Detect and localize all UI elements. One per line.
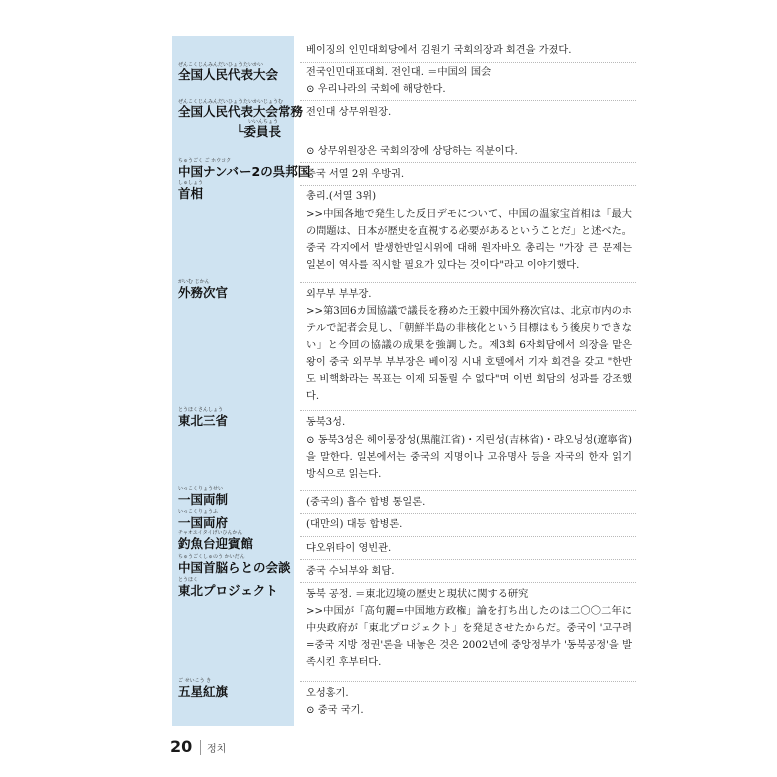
standing-note: ⊙ 상무위원장은 국회의장에 상당하는 직분이다.: [306, 146, 518, 157]
one-country-gov-definition: (대만의) 대등 합병론.: [306, 519, 403, 530]
flag-definition: 오성홍기.: [306, 688, 349, 699]
intro-line: 베이징의 인민대회당에서 김원기 국회의장과 회견을 가졌다.: [306, 45, 572, 56]
term-ruby: しゅしょう: [178, 180, 204, 186]
term-npc: 全国人民代表大会: [178, 67, 279, 82]
divider: [300, 100, 636, 101]
divider: [300, 582, 636, 583]
term-northeast-3: 東北三省: [178, 413, 229, 428]
term-ruby: ご せいこう き: [178, 678, 212, 684]
vice-fm-example: >>第3回6カ国協議で議長を務めた王毅中国外務次官は、北京市内のホテルで記者会見し、「朝鮮半島の非核化という目標はもう後戻りできない」と今回の協議の成果を強調した。제3회 6자회담에서 의장을 맡은 왕이 중국 외무부 부부장은 베이징 시내 호텔에서 기자 회견을 갖고 "한반도 비핵화라는 목표는 이제 되돌릴 수 없다"며 이번 회담의 성과를 강조했다.: [306, 306, 632, 402]
term-ruby: とうほく: [178, 577, 199, 583]
ne3-definition: 동북3성.: [306, 417, 346, 428]
vice-fm-definition: 외무부 부부장.: [306, 289, 372, 300]
npc-definition: 전국인민대표대회. 전인대. ＝中国의 国会: [306, 67, 492, 78]
divider: [300, 410, 636, 411]
term-one-country: 一国両制: [178, 492, 229, 507]
page-number: 20: [170, 737, 193, 756]
term-diaoyutai: 釣魚台迎賓館: [178, 536, 254, 551]
divider: [300, 490, 636, 491]
premier-example: >>中国各地で発生した反日デモについて、中国の温家宝首相は「最大の問題は、日本が歴史を直視する必要があるということだ」と述べた。중국 각지에서 발생한반일시위에 대해 원자바오 총리는 "가장 큰 문제는 일본이 역사를 직시할 필요가 있다는 것이다"라고 이야기했다.: [306, 209, 632, 271]
term-one-country-gov: 一国両府: [178, 515, 229, 530]
ne-project-example: >>中国が「高句麗=中国地方政権」論を打ち出したのは二〇〇二年に中央政府が「東北プロジェクト」を発足させたからだ。중국이 '고구려=중국 지방 정권'론을 내놓은 것은 2002년에 중앙정부가 '동북공정'을 발족시킨 후부터다.: [306, 606, 632, 668]
divider: [300, 162, 636, 163]
term-ruby: チャオユイタイげいひんかん: [178, 530, 243, 536]
premier-definition: 총리.(서열 3위): [306, 191, 377, 202]
term-ruby: いいんちょう: [248, 119, 279, 125]
divider: [300, 185, 636, 186]
term-ruby: ぜんこくじんみんだいひょうたいかいじょうむ: [178, 99, 284, 105]
term-chairman: └委員長: [236, 124, 282, 139]
section-label: 정치: [200, 740, 226, 755]
divider: [300, 536, 636, 537]
divider: [300, 282, 636, 283]
divider: [300, 681, 636, 682]
term-ruby: とうほくさんしょう: [178, 407, 224, 413]
term-vice-fm: 外務次官: [178, 285, 229, 300]
term-wu-bangguo: 中国ナンバー2の呉邦国: [178, 164, 311, 179]
term-npc-standing: 全国人民代表大会常務: [178, 104, 304, 119]
term-ruby: ぜんこくじんみんだいひょうたいかい: [178, 62, 264, 68]
term-ruby: いっこくりょうせい: [178, 486, 224, 492]
divider: [300, 62, 636, 63]
term-ruby: いっこくりょうふ: [178, 509, 219, 515]
term-ruby: ちゅうごくしゅのう かいだん: [178, 554, 245, 560]
divider: [300, 559, 636, 560]
wu-definition: 중국 서열 2위 우방궈.: [306, 169, 405, 180]
one-country-definition: (중국의) 흡수 합병 통일론.: [306, 497, 426, 508]
ne3-note: ⊙ 동북3성은 헤이룽장성(黒龍江省)・지린성(吉林省)・랴오닝성(遼寧省)을 말한다. 일본에서는 중국의 지명이나 고유명사 등을 자국의 한자 읽기 방식으로 읽는다.: [306, 435, 632, 480]
term-premier: 首相: [178, 186, 204, 201]
term-ruby: ちゅうごく ご ホウコク: [178, 158, 232, 164]
ne-project-definition: 동북 공정. ＝東北辺境の歴史と現状に関する研究: [306, 589, 529, 600]
term-ne-project: 東北プロジェクト: [178, 583, 278, 598]
summit-definition: 중국 수뇌부와 회담.: [306, 566, 395, 577]
term-flag: 五星紅旗: [178, 684, 229, 699]
npc-note: ⊙ 우리나라의 국회에 해당한다.: [306, 84, 446, 95]
term-summit: 中国首脳らとの会談: [178, 560, 291, 575]
term-ruby: がいむ じかん: [178, 279, 210, 285]
divider: [300, 513, 636, 514]
flag-note: ⊙ 중국 국기.: [306, 705, 364, 716]
standing-definition: 전인대 상무위원장.: [306, 107, 392, 118]
term-sidebar: [172, 36, 294, 726]
diaoyutai-definition: 댜오위타이 영빈관.: [306, 543, 392, 554]
